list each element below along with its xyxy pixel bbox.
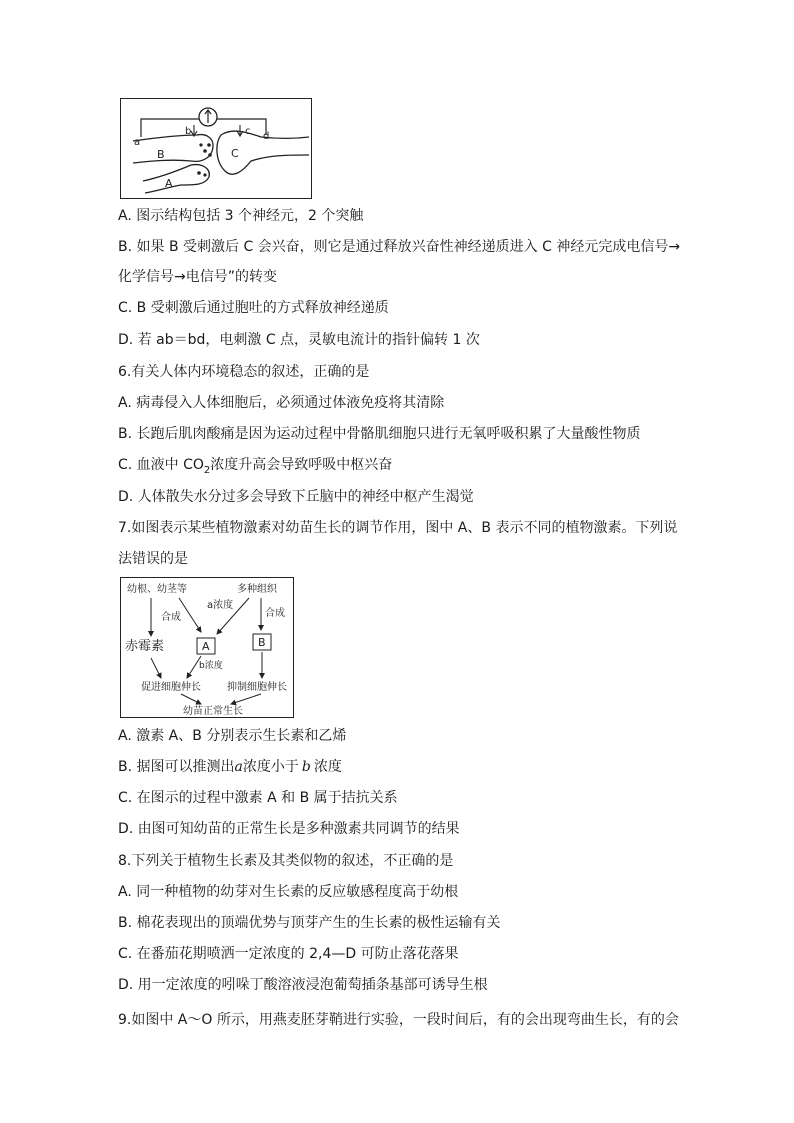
q5-option-a: A. 图示结构包括 3 个神经元，2 个突触	[118, 208, 364, 224]
q7-stem-line2: 法错误的是	[118, 551, 188, 567]
q7-option-b	[118, 757, 342, 777]
label-C: C	[231, 147, 239, 160]
q7-option-b-post: 浓度	[313, 759, 342, 775]
q8-stem: 8.下列关于植物生长素及其类似物的叙述，不正确的是	[118, 853, 454, 869]
source-label: 幼根、幼茎等	[127, 584, 187, 595]
result-label: 幼苗正常生长	[183, 706, 243, 717]
q7-option-c: C. 在图示的过程中激素 A 和 B 属于拮抗关系	[118, 790, 398, 806]
synth-label-2: 合成	[265, 608, 285, 619]
neuron-synapse-diagram	[121, 99, 311, 198]
q5-option-c: C. B 受刺激后通过胞吐的方式释放神经递质	[118, 300, 389, 316]
q6-option-b: B. 长跑后肌肉酸痛是因为运动过程中骨骼肌细胞只进行无氧呼吸积累了大量酸性物质	[118, 426, 641, 442]
q8-option-d: D. 用一定浓度的吲哚丁酸溶液浸泡葡萄插条基部可诱导生根	[118, 977, 488, 993]
label-A: A	[165, 177, 173, 190]
plant-hormone-diagram	[121, 578, 293, 717]
q6-option-c-post: 浓度升高会导致呼吸中枢兴奋	[210, 457, 393, 473]
q7-option-a: A. 激素 A、B 分别表示生长素和乙烯	[118, 728, 347, 744]
box-b-label: B	[258, 636, 266, 649]
q6-option-c-pre: C. 血液中 CO	[118, 457, 204, 473]
q8-option-c: C. 在番茄花期喷洒一定浓度的 2,4—D 可防止落花落果	[118, 946, 459, 962]
a-conc-label: a浓度	[207, 600, 234, 611]
tissues-label: 多种组织	[237, 584, 277, 595]
q8-option-a: A. 同一种植物的幼芽对生长素的反应敏感程度高于幼根	[118, 884, 459, 900]
q6-option-c-sub: 2	[203, 464, 211, 476]
q6-option-d: D. 人体散失水分过多会导致下丘脑中的神经中枢产生渴觉	[118, 489, 474, 505]
q5-option-d: D. 若 ab＝bd，电刺激 C 点，灵敏电流计的指针偏转 1 次	[118, 332, 480, 348]
q7-option-d: D. 由图可知幼苗的正常生长是多种激素共同调节的结果	[118, 821, 460, 837]
q6-stem: 6.有关人体内环境稳态的叙述，正确的是	[118, 364, 370, 380]
q7-option-b-a: a	[234, 759, 243, 775]
q7-stem-line1: 7.如图表示某些植物激素对幼苗生长的调节作用，图中 A、B 表示不同的植物激素。下列说	[118, 520, 678, 536]
q7-option-b-pre: B. 据图可以推测出	[118, 759, 235, 775]
b-conc-label: b浓度	[199, 661, 223, 671]
q6-option-c	[118, 455, 392, 481]
synth-label-1: 合成	[161, 612, 181, 623]
q7-option-b-b: b	[301, 759, 311, 775]
q8-option-b: B. 棉花表现出的顶端优势与顶芽产生的生长素的极性运输有关	[118, 915, 501, 931]
q5-option-b-line2: 化学信号→电信号”的转变	[118, 269, 277, 285]
label-B: B	[157, 148, 165, 161]
plant-hormone-figure	[120, 577, 294, 718]
q7-option-b-mid: 浓度小于	[242, 759, 299, 775]
box-a-label: A	[202, 640, 210, 653]
gibberellin-label: 赤霉素	[125, 639, 165, 654]
label-d: d	[263, 131, 270, 142]
promote-label: 促进细胞伸长	[141, 682, 201, 693]
label-a: a	[134, 137, 141, 148]
q9-stem: 9.如图中 A～O 所示，用燕麦胚芽鞘进行实验，一段时间后，有的会出现弯曲生长，有的会	[118, 1012, 679, 1028]
label-c: c	[245, 126, 251, 137]
neuron-synapse-figure	[120, 98, 312, 199]
label-b: b	[185, 126, 192, 137]
q5-option-b-line1: B. 如果 B 受刺激后 C 会兴奋，则它是通过释放兴奋性神经递质进入 C 神经元完成电信号→	[118, 239, 681, 255]
q6-option-a: A. 病毒侵入人体细胞后，必须通过体液免疫将其清除	[118, 395, 445, 411]
inhibit-label: 抑制细胞伸长	[227, 682, 287, 693]
